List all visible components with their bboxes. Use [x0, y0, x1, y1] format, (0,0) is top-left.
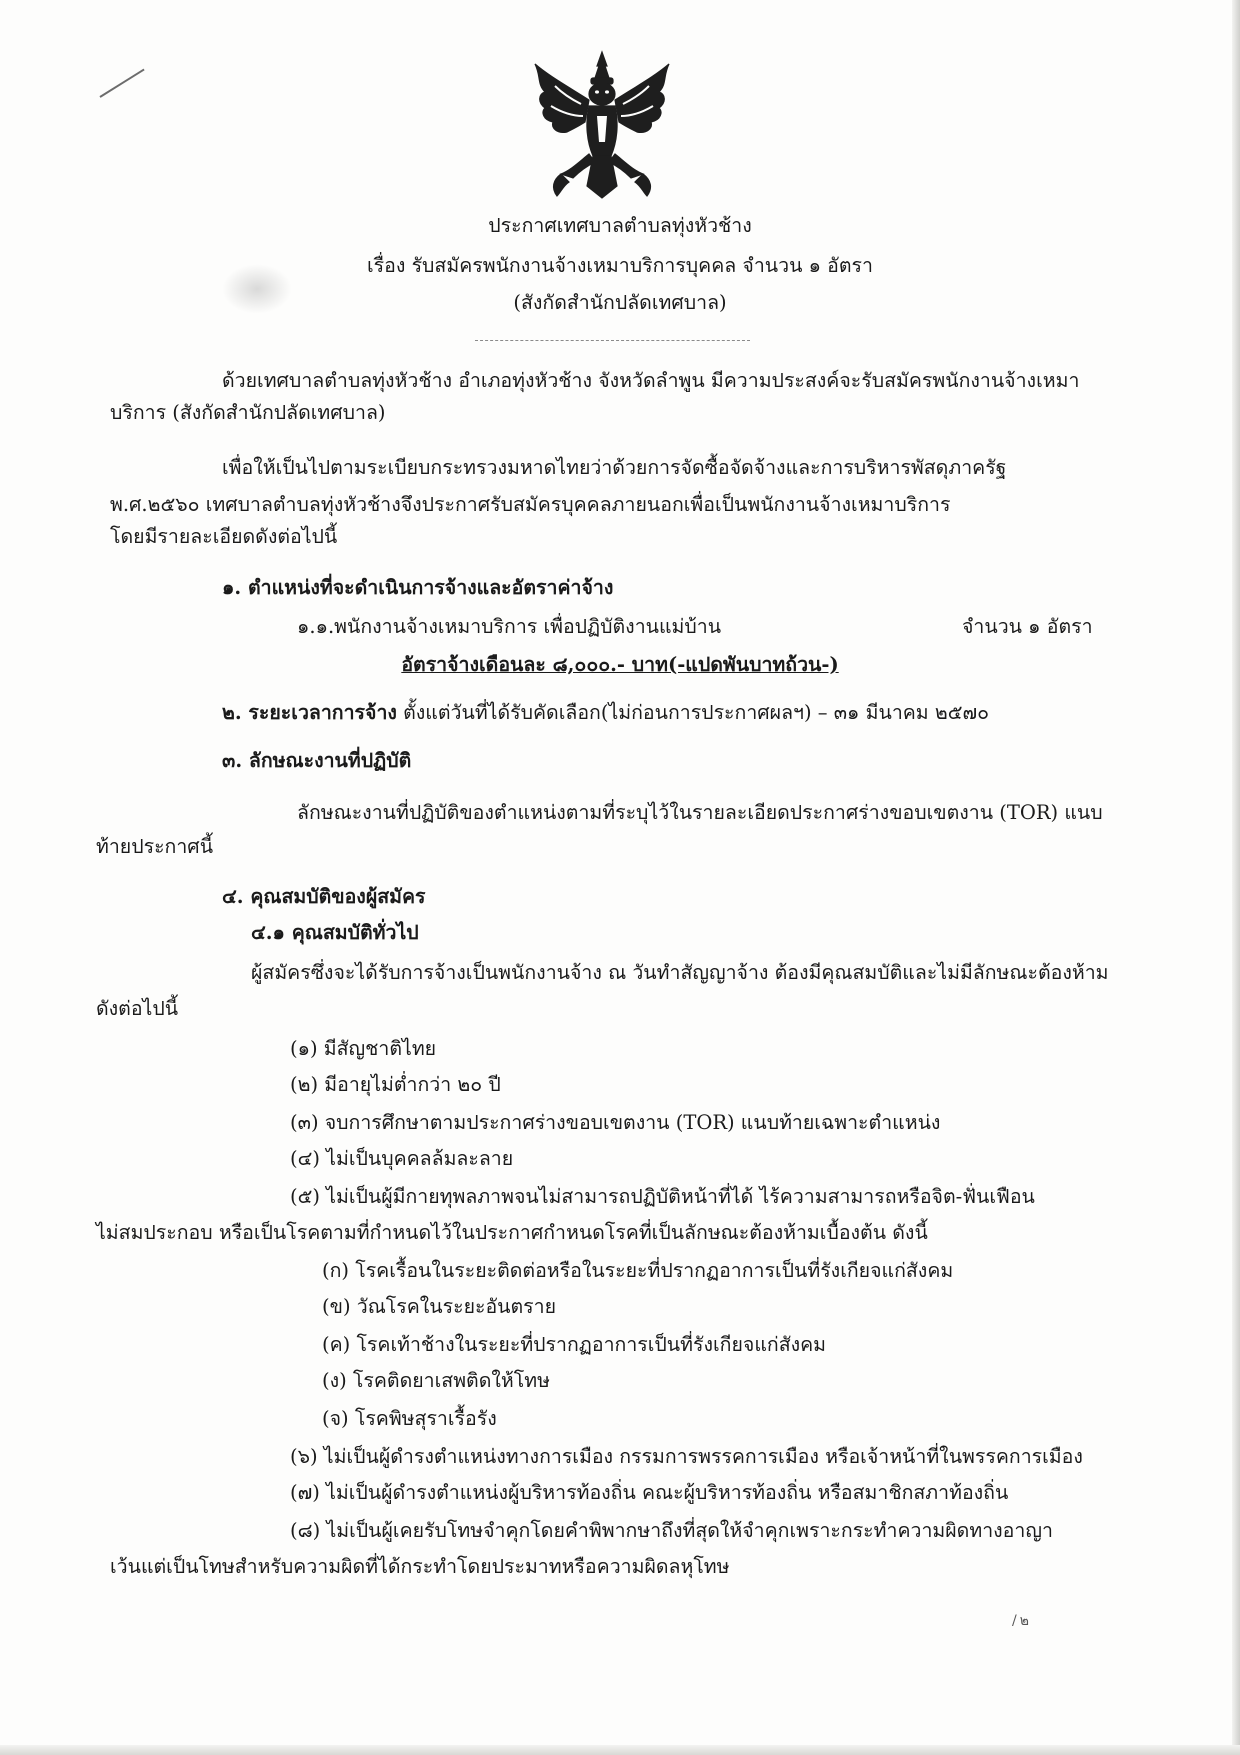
continued-page-mark: /๒ — [1012, 1613, 1032, 1629]
section-4-intro-line-1: ผู้สมัครซึ่งจะได้รับการจ้างเป็นพนักงานจ้าง ณ วันทำสัญญาจ้าง ต้องมีคุณสมบัติและไม่มีลักษณะต้องห้าม — [251, 961, 1109, 984]
qualification-item: (๕) ไม่เป็นผู้มีกายทุพลภาพจนไม่สามารถปฏิบัติหน้าที่ได้ ไร้ความสามารถหรือจิต-ฟั่นเฟือน — [290, 1185, 1035, 1208]
section-1-item: ๑.๑.พนักงานจ้างเหมาบริการ เพื่อปฏิบัติงานแม่บ้าน — [297, 615, 722, 638]
section-2-line — [222, 700, 989, 726]
intro-paragraph-2-line-2: พ.ศ.๒๕๖๐ เทศบาลตำบลทุ่งหัวช้างจึงประกาศรับสมัครบุคคลภายนอกเพื่อเป็นพนักงานจ้างเหมาบริการ — [110, 493, 951, 516]
header-divider — [475, 340, 750, 341]
section-3-heading: ๓. ลักษณะงานที่ปฏิบัติ — [222, 749, 412, 772]
scan-edge — [1232, 0, 1240, 1755]
qualification-item: (๗) ไม่เป็นผู้ดำรงตำแหน่งผู้บริหารท้องถิ่น คณะผู้บริหารท้องถิ่น หรือสมาชิกสภาท้องถิ่น — [290, 1481, 1009, 1504]
garuda-emblem-icon — [527, 46, 677, 204]
pen-mark — [99, 69, 144, 98]
disease-item: (ข) วัณโรคในระยะอันตราย — [322, 1295, 557, 1318]
section-2-text: ตั้งแต่วันที่ได้รับคัดเลือก(ไม่ก่อนการประกาศผลฯ) – ๓๑ มีนาคม ๒๕๗๐ — [403, 701, 990, 724]
section-3-line-1: ลักษณะงานที่ปฏิบัติของตำแหน่งตามที่ระบุไว้ในรายละเอียดประกาศร่างขอบเขตงาน (TOR) แนบ — [297, 801, 1103, 824]
qualification-item-continuation: ไม่สมประกอบ หรือเป็นโรคตามที่กำหนดไว้ในประกาศกำหนดโรคที่เป็นลักษณะต้องห้ามเบื้องต้น ดังนี้ — [96, 1221, 928, 1244]
qualification-item: (๘) ไม่เป็นผู้เคยรับโทษจำคุกโดยคำพิพากษาถึงที่สุดให้จำคุกเพราะกระทำความผิดทางอาญา — [290, 1519, 1053, 1542]
announcement-subject: เรื่อง รับสมัครพนักงานจ้างเหมาบริการบุคคล จำนวน ๑ อัตรา — [367, 254, 873, 277]
qualification-item-continuation: เว้นแต่เป็นโทษสำหรับความผิดที่ได้กระทำโดยประมาทหรือความผิดลหุโทษ — [110, 1555, 730, 1578]
disease-item: (จ) โรคพิษสุราเรื้อรัง — [322, 1407, 497, 1430]
qualification-item: (๓) จบการศึกษาตามประกาศร่างขอบเขตงาน (TOR) แนบท้ายเฉพาะตำแหน่ง — [290, 1111, 941, 1134]
qualification-item: (๔) ไม่เป็นบุคคลล้มละลาย — [290, 1147, 514, 1170]
section-1-heading: ๑. ตำแหน่งที่จะดำเนินการจ้างและอัตราค่าจ้าง — [222, 576, 614, 599]
announcement-department: (สังกัดสำนักปลัดเทศบาล) — [513, 291, 727, 314]
scan-edge — [0, 1745, 1240, 1755]
section-1-count: จำนวน ๑ อัตรา — [962, 615, 1093, 638]
section-4-intro-line-2: ดังต่อไปนี้ — [96, 997, 179, 1020]
section-4-subheading: ๔.๑ คุณสมบัติทั่วไป — [251, 921, 419, 944]
disease-item: (ค) โรคเท้าช้างในระยะที่ปรากฏอาการเป็นที่รังเกียจแก่สังคม — [322, 1333, 827, 1356]
section-2-heading: ๒. ระยะเวลาการจ้าง — [222, 701, 397, 724]
qualification-item: (๒) มีอายุไม่ต่ำกว่า ๒๐ ปี — [290, 1073, 501, 1096]
announcement-title: ประกาศเทศบาลตำบลทุ่งหัวช้าง — [488, 214, 752, 237]
section-4-heading: ๔. คุณสมบัติของผู้สมัคร — [222, 885, 426, 908]
disease-item: (ง) โรคติดยาเสพติดให้โทษ — [322, 1369, 550, 1392]
section-1-rate: อัตราจ้างเดือนละ ๘,๐๐๐.- บาท(-แปดพันบาทถ้วน-) — [401, 653, 839, 676]
qualification-item: (๖) ไม่เป็นผู้ดำรงตำแหน่งทางการเมือง กรรมการพรรคการเมือง หรือเจ้าหน้าที่ในพรรคการเมือง — [290, 1445, 1083, 1468]
intro-paragraph-1-line-2: บริการ (สังกัดสำนักปลัดเทศบาล) — [110, 401, 386, 424]
intro-paragraph-2-line-3: โดยมีรายละเอียดดังต่อไปนี้ — [110, 525, 338, 548]
qualification-item: (๑) มีสัญชาติไทย — [290, 1037, 437, 1060]
intro-paragraph-2-line-1: เพื่อให้เป็นไปตามระเบียบกระทรวงมหาดไทยว่าด้วยการจัดซื้อจัดจ้างและการบริหารพัสดุภาครัฐ — [222, 456, 1007, 479]
intro-paragraph-1-line-1: ด้วยเทศบาลตำบลทุ่งหัวช้าง อำเภอทุ่งหัวช้าง จังหวัดลำพูน มีความประสงค์จะรับสมัครพนักงานจ้างเหมา — [222, 369, 1080, 392]
section-3-line-2: ท้ายประกาศนี้ — [96, 835, 214, 858]
disease-item: (ก) โรคเรื้อนในระยะติดต่อหรือในระยะที่ปรากฏอาการเป็นที่รังเกียจแก่สังคม — [322, 1259, 954, 1282]
